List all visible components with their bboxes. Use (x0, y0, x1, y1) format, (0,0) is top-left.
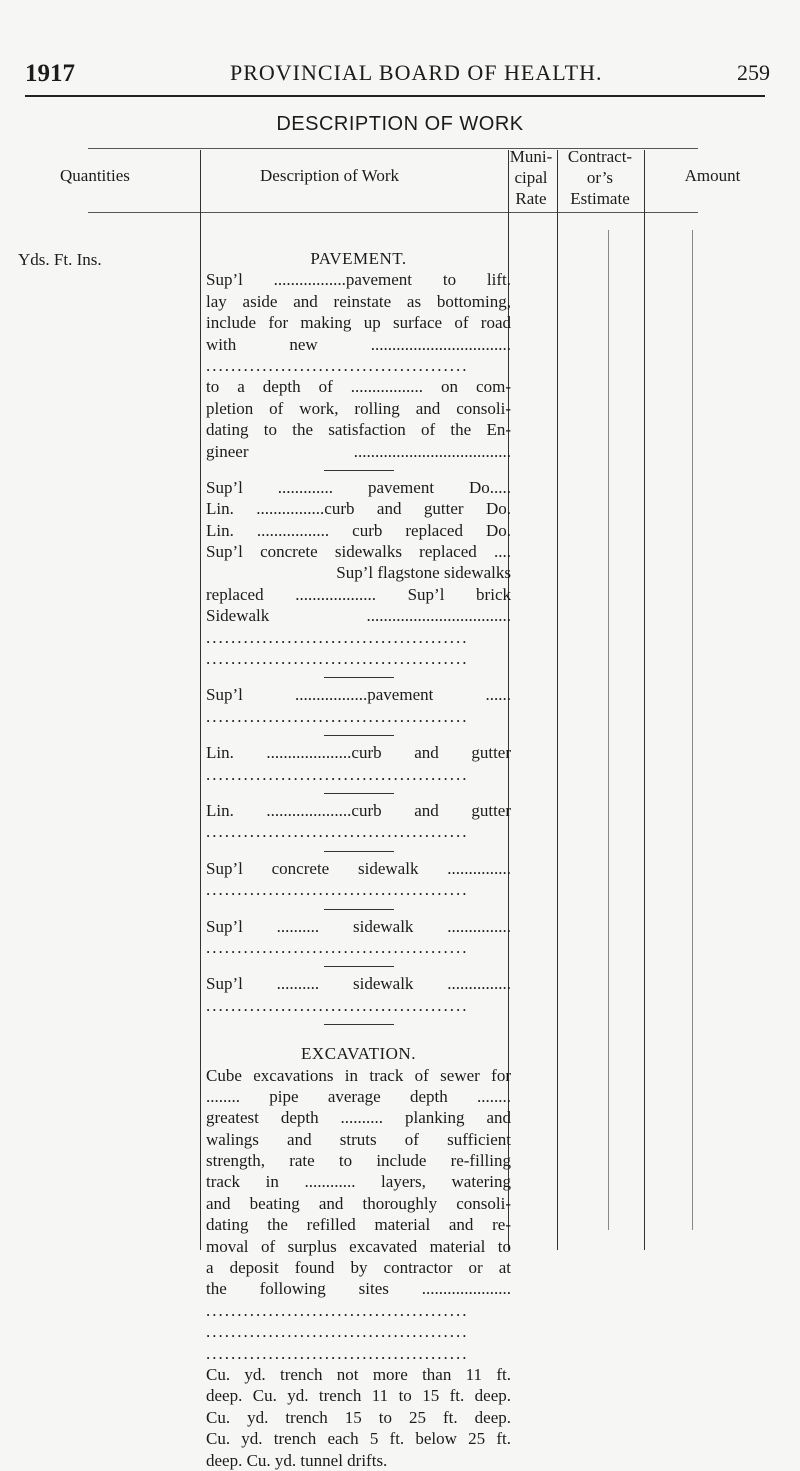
separator-rule (324, 909, 394, 910)
column-divider (692, 230, 693, 1230)
separator-rule (324, 851, 394, 852)
header-title: PROVINCIAL BOARD OF HEALTH. (230, 60, 603, 85)
dotted-leader: .......................................... (206, 706, 469, 726)
separator-rule (324, 735, 394, 736)
dotted-leader: .......................................... (206, 822, 469, 842)
running-header (25, 60, 770, 90)
separator-rule (324, 793, 394, 794)
list-item: Sup’l concrete sidewalk ............... (206, 858, 511, 878)
header-year: 1917 (25, 60, 75, 87)
list-item: Lin. ....................curb and gutter (206, 800, 511, 820)
separator-rule (324, 677, 394, 678)
column-divider (200, 150, 201, 1250)
list-item: Sup’l .......... sidewalk ............... (206, 916, 511, 936)
dotted-leader: .......................................... (206, 937, 469, 957)
section-heading-pavement: PAVEMENT. (310, 249, 407, 268)
list-item: Lin. ....................curb and gutter (206, 743, 511, 763)
separator-rule (324, 1024, 394, 1025)
dotted-leader: .......................................... (206, 880, 469, 900)
col-municipal-rate: Muni- cipal Rate (509, 147, 553, 208)
header-rule (25, 95, 765, 97)
col-contractor-estimate: Contract- or’s Estimate (567, 147, 633, 208)
document-title: DESCRIPTION OF WORK (276, 113, 524, 135)
pavement-paragraph-2: Sup’l ............. pavement Do..... Lin. ................curb and gutter Do. Lin. ................. curb replaced Do. Sup’l concrete sidewalks replaced .... Sup’l flagstone sidewalks replaced ................... Sup’l brick Sidewalk .................................. .......................................... .......................................... (206, 477, 511, 669)
units-label: Yds. Ft. Ins. (18, 250, 102, 269)
col-amount: Amount (684, 166, 741, 185)
separator-rule (324, 966, 394, 967)
excavation-paragraph-1: Cube excavations in track of sewer for ........ pipe average depth ........ greatest depth .......... planking and walings and struts of sufficient strength, rate to include re-filling track in ............ layers, watering and beating and thoroughly consoli- dating the refilled material and re- moval of surplus excavated material to a deposit found by contractor or at the following sites ..................... .......................................... .......................................... .......................................... (206, 1065, 511, 1363)
excavation-paragraph-2: Cu. yd. trench not more than 11 ft. deep. Cu. yd. trench 11 to 15 ft. deep. Cu. yd. trench 15 to 25 ft. deep. Cu. yd. trench each 5 ft. below 25 ft. deep. Cu. yd. tunnel drifts. (206, 1364, 511, 1470)
col-description: Description of Work (260, 166, 400, 185)
list-item: Sup’l .................pavement ...... (206, 685, 511, 705)
column-divider (644, 150, 645, 1250)
table-header-rule (88, 212, 698, 213)
description-column (206, 248, 511, 1471)
pavement-paragraph-1: Sup’l .................pavement to lift. lay aside and reinstate as bottoming, include for making up surface of road with new ................................. .......................................... to a depth of ................. on com- pletion of work, rolling and consoli- dating to the satisfaction of the En- gineer ..................................... (206, 270, 511, 461)
page-number: 259 (737, 60, 770, 85)
list-item: Sup’l .......... sidewalk ............... (206, 974, 511, 994)
separator-rule (324, 470, 394, 471)
column-divider (557, 150, 558, 1250)
dotted-leader: .......................................... (206, 764, 469, 784)
column-divider (608, 230, 609, 1230)
section-heading-excavation: EXCAVATION. (301, 1044, 416, 1064)
dotted-leader: .......................................... (206, 995, 469, 1015)
col-quantities: Quantities (60, 166, 130, 185)
